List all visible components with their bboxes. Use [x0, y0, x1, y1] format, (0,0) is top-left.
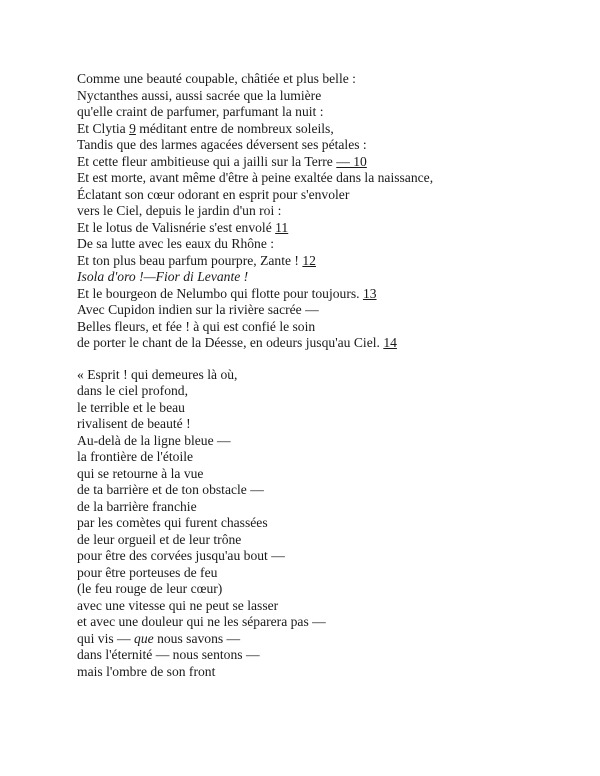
poem-line — [77, 532, 577, 549]
poem-line — [77, 565, 577, 582]
line-text: méditant entre de nombreux soleils, — [135, 120, 334, 136]
italic-text: que — [134, 630, 154, 646]
line-text: dans le ciel profond, — [77, 383, 188, 398]
poem-line — [77, 614, 577, 631]
poem-line — [77, 367, 577, 384]
poem-line — [77, 236, 577, 253]
line-text: et avec une douleur qui ne les séparera pas — — [77, 614, 326, 629]
line-text: « Esprit ! qui demeures là où, — [77, 366, 238, 382]
line-text: Éclatant son cœur odorant en esprit pour s'envoler — [77, 186, 350, 202]
poem-page — [77, 71, 577, 680]
footnote-link[interactable]: 9 — [129, 120, 136, 136]
line-text: de leur orgueil et de leur trône — [77, 531, 242, 547]
stanza-2 — [77, 367, 577, 681]
line-text: qui vis — — [77, 630, 135, 646]
line-text: avec une vitesse qui ne peut se lasser — [77, 597, 279, 613]
poem-line — [77, 269, 577, 286]
line-text: Et le lotus de Valisnérie s'est envolé — [77, 219, 276, 235]
line-text: Avec Cupidon indien sur la rivière sacrée — — [77, 302, 319, 317]
line-text: Nyctanthes aussi, aussi sacrée que la lumière — [77, 87, 322, 103]
poem-line — [77, 647, 577, 664]
line-text: Au-delà de la ligne bleue — — [77, 432, 231, 448]
line-text: qu'elle craint de parfumer, parfumant la nuit : — [77, 104, 324, 119]
footnote-link[interactable]: — 10 — [336, 153, 367, 169]
line-text: de ta barrière et de ton obstacle — — [77, 482, 264, 497]
poem-line — [77, 383, 577, 400]
line-text: dans l'éternité — nous sentons — — [77, 647, 260, 662]
line-text: nous savons — — [153, 630, 241, 646]
poem-line — [77, 71, 577, 88]
line-text: rivalisent de beauté ! — [77, 416, 191, 431]
poem-line — [77, 170, 577, 187]
poem-line — [77, 286, 577, 303]
poem-line — [77, 335, 577, 352]
poem-line — [77, 482, 577, 499]
line-text: Et le bourgeon de Nelumbo qui flotte pour toujours. — [77, 285, 363, 301]
poem-line — [77, 581, 577, 598]
line-text: Et est morte, avant même d'être à peine exaltée dans la naissance, — [77, 170, 434, 185]
line-text: par les comètes qui furent chassées — [77, 515, 268, 530]
poem-line — [77, 515, 577, 532]
line-text: (le feu rouge de leur cœur) — [77, 581, 223, 596]
poem-line — [77, 416, 577, 433]
line-text: Et cette fleur ambitieuse qui a jailli sur la Terre — [77, 153, 337, 169]
poem-line — [77, 137, 577, 154]
poem-line — [77, 187, 577, 204]
poem-line — [77, 449, 577, 466]
footnote-link[interactable]: 12 — [302, 252, 316, 268]
stanza-1 — [77, 71, 577, 352]
poem-line — [77, 466, 577, 483]
line-text: Tandis que des larmes agacées déversent ses pétales : — [77, 137, 367, 152]
poem-line — [77, 104, 577, 121]
poem-line — [77, 121, 577, 138]
poem-line — [77, 154, 577, 171]
line-text: pour être des corvées jusqu'au bout — — [77, 548, 285, 563]
footnote-link[interactable]: 13 — [362, 285, 377, 301]
poem-line — [77, 433, 577, 450]
line-text: De sa lutte avec les eaux du Rhône : — [77, 236, 275, 251]
poem-line — [77, 499, 577, 516]
line-text: la frontière de l'étoile — [77, 449, 194, 464]
line-text: Belles fleurs, et fée ! à qui est confié le soin — [77, 318, 316, 334]
poem-line — [77, 253, 577, 270]
line-text: qui se retourne à la vue — [77, 465, 204, 481]
line-text: Et Clytia — [77, 120, 130, 136]
footnote-link[interactable]: 14 — [383, 335, 397, 350]
line-text: de porter le chant de la Déesse, en odeurs jusqu'au Ciel. — [77, 335, 384, 350]
poem-line — [77, 400, 577, 417]
poem-line — [77, 548, 577, 565]
line-text: de la barrière franchie — [77, 498, 197, 514]
poem-line — [77, 203, 577, 220]
poem-line — [77, 88, 577, 105]
footnote-link[interactable]: 11 — [275, 219, 289, 235]
line-text: Et ton plus beau parfum pourpre, Zante ! — [77, 252, 303, 268]
line-text: vers le Ciel, depuis le jardin d'un roi : — [77, 203, 282, 218]
poem-line — [77, 664, 577, 681]
poem-line — [77, 319, 577, 336]
italic-text: Isola d'oro !—Fior di Levante ! — [77, 269, 249, 284]
line-text: le terrible et le beau — [77, 399, 185, 415]
line-text: pour être porteuses de feu — [77, 564, 218, 580]
line-text: mais l'ombre de son front — [77, 663, 216, 679]
line-text: Comme une beauté coupable, châtiée et plus belle : — [77, 71, 356, 86]
stanza-gap — [77, 352, 577, 367]
poem-line — [77, 220, 577, 237]
poem-line — [77, 598, 577, 615]
poem-line — [77, 631, 577, 648]
poem-line — [77, 302, 577, 319]
